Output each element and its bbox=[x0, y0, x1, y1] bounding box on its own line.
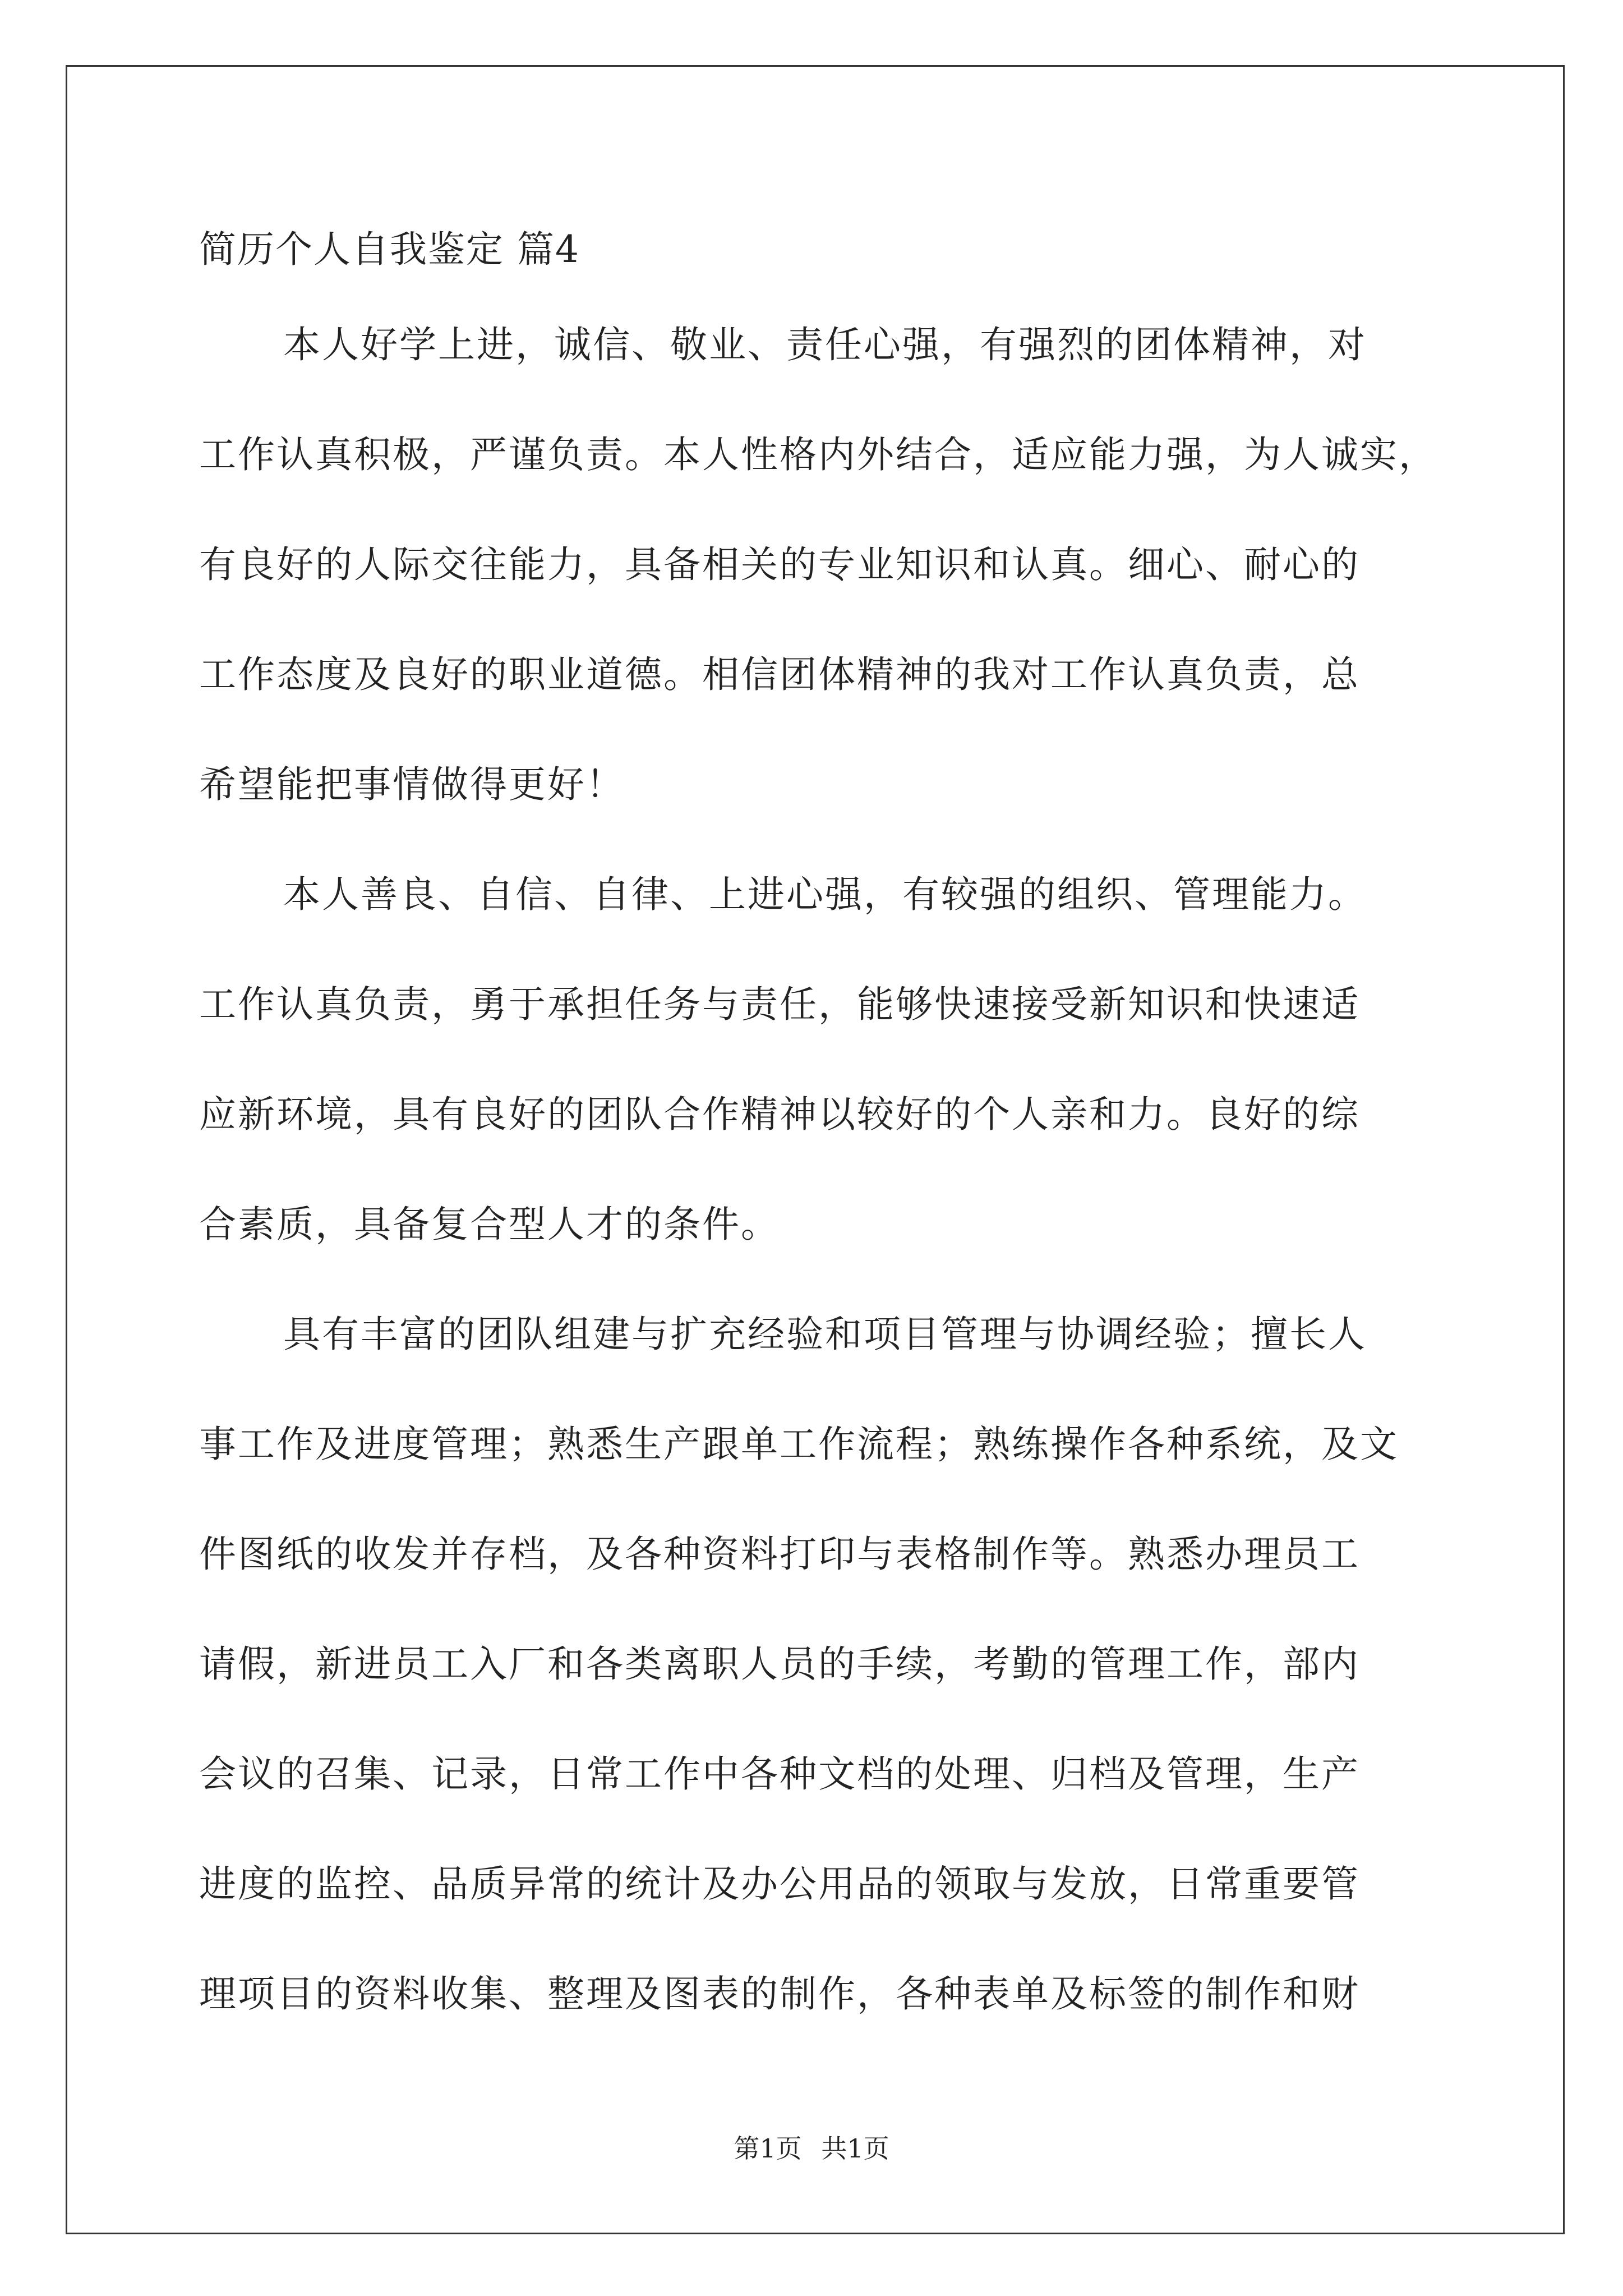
paragraph-line: 理项目的资料收集、整理及图表的制作，各种表单及标签的制作和财 bbox=[199, 1972, 1360, 2016]
paragraph-line: 进度的监控、品质异常的统计及办公用品的领取与发放，日常重要管 bbox=[199, 1862, 1360, 1906]
paragraph-line: 件图纸的收发并存档，及各种资料打印与表格制作等。熟悉办理员工 bbox=[199, 1533, 1360, 1576]
paragraph-line: 希望能把事情做得更好！ bbox=[199, 763, 625, 806]
paragraph-line: 本人善良、自信、自律、上进心强，有较强的组织、管理能力。 bbox=[283, 873, 1367, 916]
paragraph-line: 工作认真负责，勇于承担任务与责任，能够快速接受新知识和快速适 bbox=[199, 983, 1360, 1026]
paragraph-1 bbox=[199, 314, 1455, 864]
paragraph-line: 工作态度及良好的职业道德。相信团体精神的我对工作认真负责，总 bbox=[199, 653, 1360, 696]
paragraph-line: 合素质，具备复合型人才的条件。 bbox=[199, 1203, 780, 1246]
document-title: 简历个人自我鉴定 篇4 bbox=[199, 228, 580, 271]
paragraph-line: 事工作及进度管理；熟悉生产跟单工作流程；熟练操作各种系统，及文 bbox=[199, 1423, 1399, 1466]
paragraph-3 bbox=[199, 1304, 1455, 2073]
paragraph-line: 工作认真积极，严谨负责。本人性格内外结合，适应能力强，为人诚实， bbox=[199, 433, 1437, 476]
page-footer bbox=[0, 2132, 1623, 2165]
paragraph-line: 有良好的人际交往能力，具备相关的专业知识和认真。细心、耐心的 bbox=[199, 543, 1360, 586]
paragraph-line: 会议的召集、记录，日常工作中各种文档的处理、归档及管理，生产 bbox=[199, 1752, 1360, 1796]
page-count: 共1页 bbox=[821, 2133, 889, 2164]
paragraph-line: 应新环境，具有良好的团队合作精神以较好的个人亲和力。良好的综 bbox=[199, 1093, 1360, 1136]
paragraph-2 bbox=[199, 864, 1455, 1304]
paragraph-line: 请假，新进员工入厂和各类离职人员的手续，考勤的管理工作，部内 bbox=[199, 1642, 1360, 1686]
paragraph-line: 本人好学上进，诚信、敬业、责任心强，有强烈的团体精神，对 bbox=[283, 323, 1367, 366]
paragraph-line: 具有丰富的团队组建与扩充经验和项目管理与协调经验；擅长人 bbox=[283, 1313, 1367, 1356]
page-number: 第1页 bbox=[734, 2133, 802, 2164]
document-body bbox=[199, 219, 1455, 2073]
